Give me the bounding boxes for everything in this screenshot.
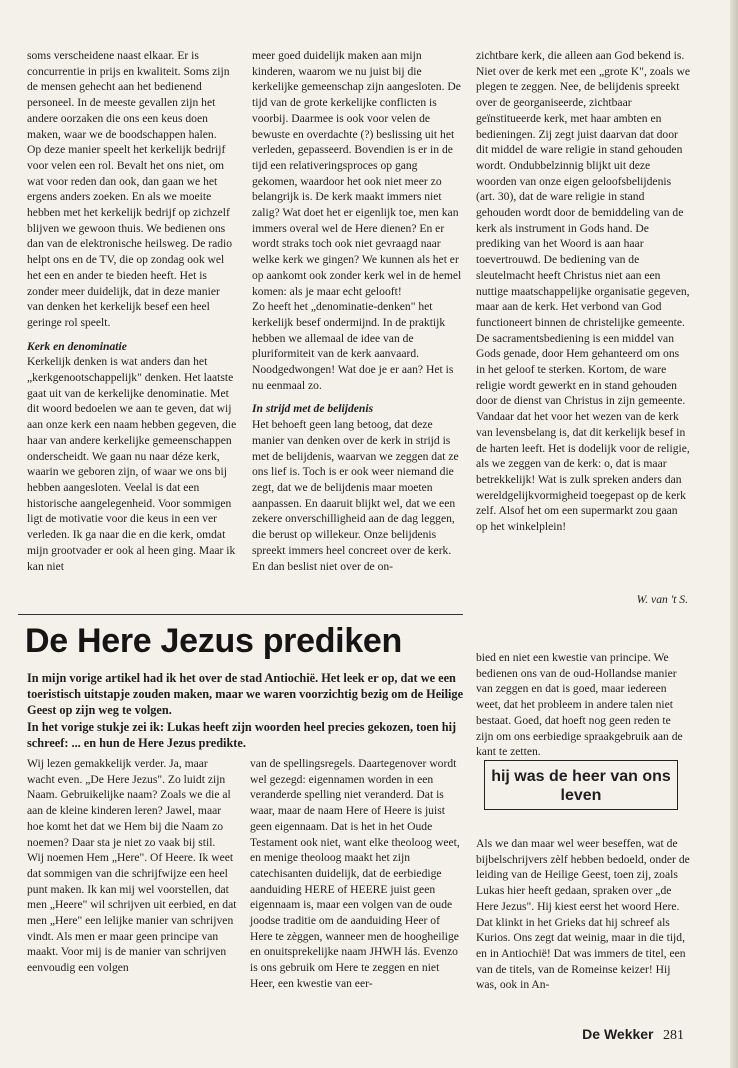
magazine-name: De Wekker <box>582 1026 654 1042</box>
paragraph: zichtbare kerk, die alleen aan God bekend is. Niet over de kerk met een „grote K", zoals we plegen te zeggen. Nee, de belijdenis spreekt over de georganiseerde, zichtbaar geïnstitueerde kerk, met haar ambten en bedieningen. Zij zegt juist daarvan dat door dit middel de ware religie in stand gehouden wordt. Ondubbelzinnig blijkt uit deze woorden van onze eigen geloofsbelijdenis (art. 30), dat de ware religie in stand gehouden wordt door de bemiddeling van de kerk als instrument in Gods hand. De prediking van het Woord is aan haar toevertrouwd. De bediening van de sleutelmacht heeft Christus niet aan een nuttige maatschappelijke organisatie gegeven, maar aan de kerk. Het verbond van God functioneert binnen de christelijke gemeente. De sacramentsbediening is een middel van Gods genade, door Hem gehanteerd om ons in het geloof te sterken. Kortom, de ware religie wordt gewerkt en in stand gehouden door de dienst van Christus in zijn gemeente. <box>476 49 690 408</box>
top-column-2 <box>252 48 464 574</box>
author-signature: W. van 't S. <box>636 593 688 606</box>
subheading-kerk-en-denominatie: Kerk en denominatie <box>27 339 127 353</box>
section-divider <box>18 614 463 615</box>
article-column-1 <box>27 756 237 976</box>
article-column-3-top <box>476 650 690 760</box>
paragraph: Wij lezen gemakkelijk verder. Ja, maar wacht even. „De Here Jezus". Zo luidt zijn Naam. Gebruikelijke naam? Zoals we die al aan de kleine kinderen leren? Jawel, maar hoe komt het dat we Hem bij die Naam zo noemen? Daar sta je niet zo vaak bij stil. <box>27 757 231 849</box>
paragraph: Het behoeft geen lang betoog, dat deze manier van denken over de kerk in strijd is met de belijdenis, waarvan we zeggen dat ze ons lief is. Toch is er ook weer niemand die zegt, dat we de belijdenis maar moeten aanpassen. En daaruit blijkt wel, dat we een zekere onverschilligheid aan de dag leggen, die berust op willekeur. Onze belijdenis spreekt immers heel concreet over de kerk. En dan beslist niet over de on- <box>252 418 459 573</box>
paragraph: Kerkelijk denken is wat anders dan het „kerkgenootschappelijk" denken. Het laatste gaat uit van de kerkelijke denominatie. Met dit woord bedoelen we aan te geven, dat wij aan onze kerk een naam hebben gegeven, die haar van andere kerkelijke gemeenschappen onderscheidt. We gaan nu naar déze kerk, waarin we geboren zijn, of waar we ons bij hebben aangesloten. Veelal is dat een historische aangelegenheid. Voor sommigen ligt de motivatie voor die keus in een ver verleden. Ik ga naar die en die kerk, omdat mijn grootvader er ook al heen ging. Maar ik kan niet <box>27 355 237 573</box>
article-title: De Here Jezus prediken <box>25 622 403 660</box>
intro-paragraph: In het vorige stukje zei ik: Lukas heeft zijn woorden heel precies gekozen, toen hij schreef: ... en hun de Here Jezus predikte. <box>27 719 457 750</box>
paragraph: Vandaar dat het voor het wezen van de kerk van levensbelang is, dat dit kerkelijk besef in de harten leeft. Het is dodelijk voor de religie, als we zeggen van de kerk: o, dat is maar betrekkelijk! Wat is zulk spreken anders dan wereldgelijkvormigheid toegepast op de kerk zelf. Alsof het om een supermarkt zou gaan op het winkelplein! <box>476 410 690 534</box>
page-number: 281 <box>663 1028 684 1043</box>
pull-quote-box: hij was de heer van ons leven <box>484 760 678 810</box>
article-column-3-bottom <box>476 836 690 993</box>
paragraph: soms verscheidene naast elkaar. Er is concurrentie in prijs en kwaliteit. Soms zijn de mensen gehecht aan het bedienend personeel. In de meeste gevallen zijn het andere oorzaken die ons een keus doen maken, waar we de boodschappen halen. <box>27 49 230 141</box>
page-footer <box>582 1026 684 1044</box>
page-edge-shadow <box>730 0 738 1068</box>
article-column-2 <box>250 756 460 992</box>
paragraph: Wij noemen Hem „Here". Of Heere. Ik weet dat sommigen van die schrijfwijze een heel punt maken. Ik kan mij wel voorstellen, dat men „Heere" wil schrijven uit eerbied, en dat men „Here" een lelijke manier van schrijven vindt. Als men er maar geen principe van maakt. Voor mij is de manier van schrijven eenvoudig een volgen <box>27 851 237 975</box>
intro-paragraph: In mijn vorige artikel had ik het over de stad Antiochië. Het leek er op, dat we een toeristisch uitstapje zouden maken, maar we waren voorzichtig bezig om de Heilige Geest op zijn weg te volgen. <box>27 671 464 718</box>
paragraph: Als we dan maar wel weer beseffen, wat de bijbelschrijvers zèlf hebben bedoeld, onder de leiding van de Heilige Geest, toen zij, zoals Lukas hier heeft gedaan, spraken over „de Here Jezus". Hij kiest eerst het woord Here. Dat klinkt in het Grieks dat hij schreef als Kurios. Ons zegt dat weinig, maar in die tijd, en in Antiochië! Dat was immers de titel, een van de titels, van de Romeinse keizer! Hij was, ook in An- <box>476 837 690 992</box>
paragraph: Zo heeft het „denominatie-denken" het kerkelijk besef ondermijnd. In de praktijk hebben we allemaal de idee van de pluriformiteit van de kerk aanvaard. Noodgedwongen! Wat doe je er aan? Het is nu eenmaal zo. <box>252 300 454 392</box>
paragraph: Op deze manier speelt het kerkelijk bedrijf voor velen een rol. Bevalt het ons niet, om wat voor reden dan ook, dan gaan we het ergens anders zoeken. En als we moeite hebben met het kerkelijk bedrijf op zichzelf blijven we gewoon thuis. We bedienen ons dan van de elektronische heilsweg. De radio helpt ons en de TV, die op zondag ook wel het een en ander te bieden heeft. Het is zonder meer duidelijk, dat in deze manier van denken het kerkelijk besef een heel geringe rol speelt. <box>27 143 233 329</box>
article-intro <box>27 670 467 751</box>
top-column-1 <box>27 48 239 574</box>
paragraph: bied en niet een kwestie van principe. We bedienen ons van de oud-Hollandse manier van zeggen en dat is goed, maar iedereen weet, dat het probleem in andere talen niet bestaat. Goed, dat hoeft nog geen reden te zijn om ons eerbiedige spraakgebruik aan de kant te zetten. <box>476 651 683 759</box>
subheading-in-strijd-met-de-belijdenis: In strijd met de belijdenis <box>252 402 374 416</box>
paragraph: van de spellingsregels. Daartegenover wordt wel gezegd: eigennamen worden in een veranderde spelling niet veranderd. Dat is waar, maar de naam Here of Heere is juist geen eigennaam. Dat is het in het Oude Testament ook niet, want elke theoloog weet, en menige theoloog maakt het zijn catechisanten duidelijk, dat de eerbiedige aanduiding HERE of HEERE juist geen eigennaam is, maar een volgen van de oude joodse traditie om de aanduiding Heer of Here te zèggen, wanneer men de hoogheilige en onuitsprekelijke naam JHWH lás. Evenzo is ons gebruik om Here te zeggen en niet Heer, een kwestie van eer- <box>250 757 460 990</box>
top-column-3 <box>476 48 690 535</box>
paragraph: meer goed duidelijk maken aan mijn kinderen, waarom we nu juist bij die kerkelijke gemeenschap zijn aangesloten. De tijd van de grote kerkelijke conflicten is voorbij. Daarmee is ook voor velen de bewuste en overdachte (?) beslissing uit het verleden, gepasseerd. Bovendien is er in de tijd een relativeringsproces op gang gekomen, waardoor het ook niet meer zo belangrijk is. De kerk maakt immers niet zalig? Wat doet het er eigenlijk toe, men kan immers overal wel de Here dienen? En er wordt straks toch ook niet gevraagd naar welke kerk we gingen? We kunnen als het er op aankomt ook zonder kerk wel in de hemel komen: als je maar echt gelooft! <box>252 49 462 298</box>
